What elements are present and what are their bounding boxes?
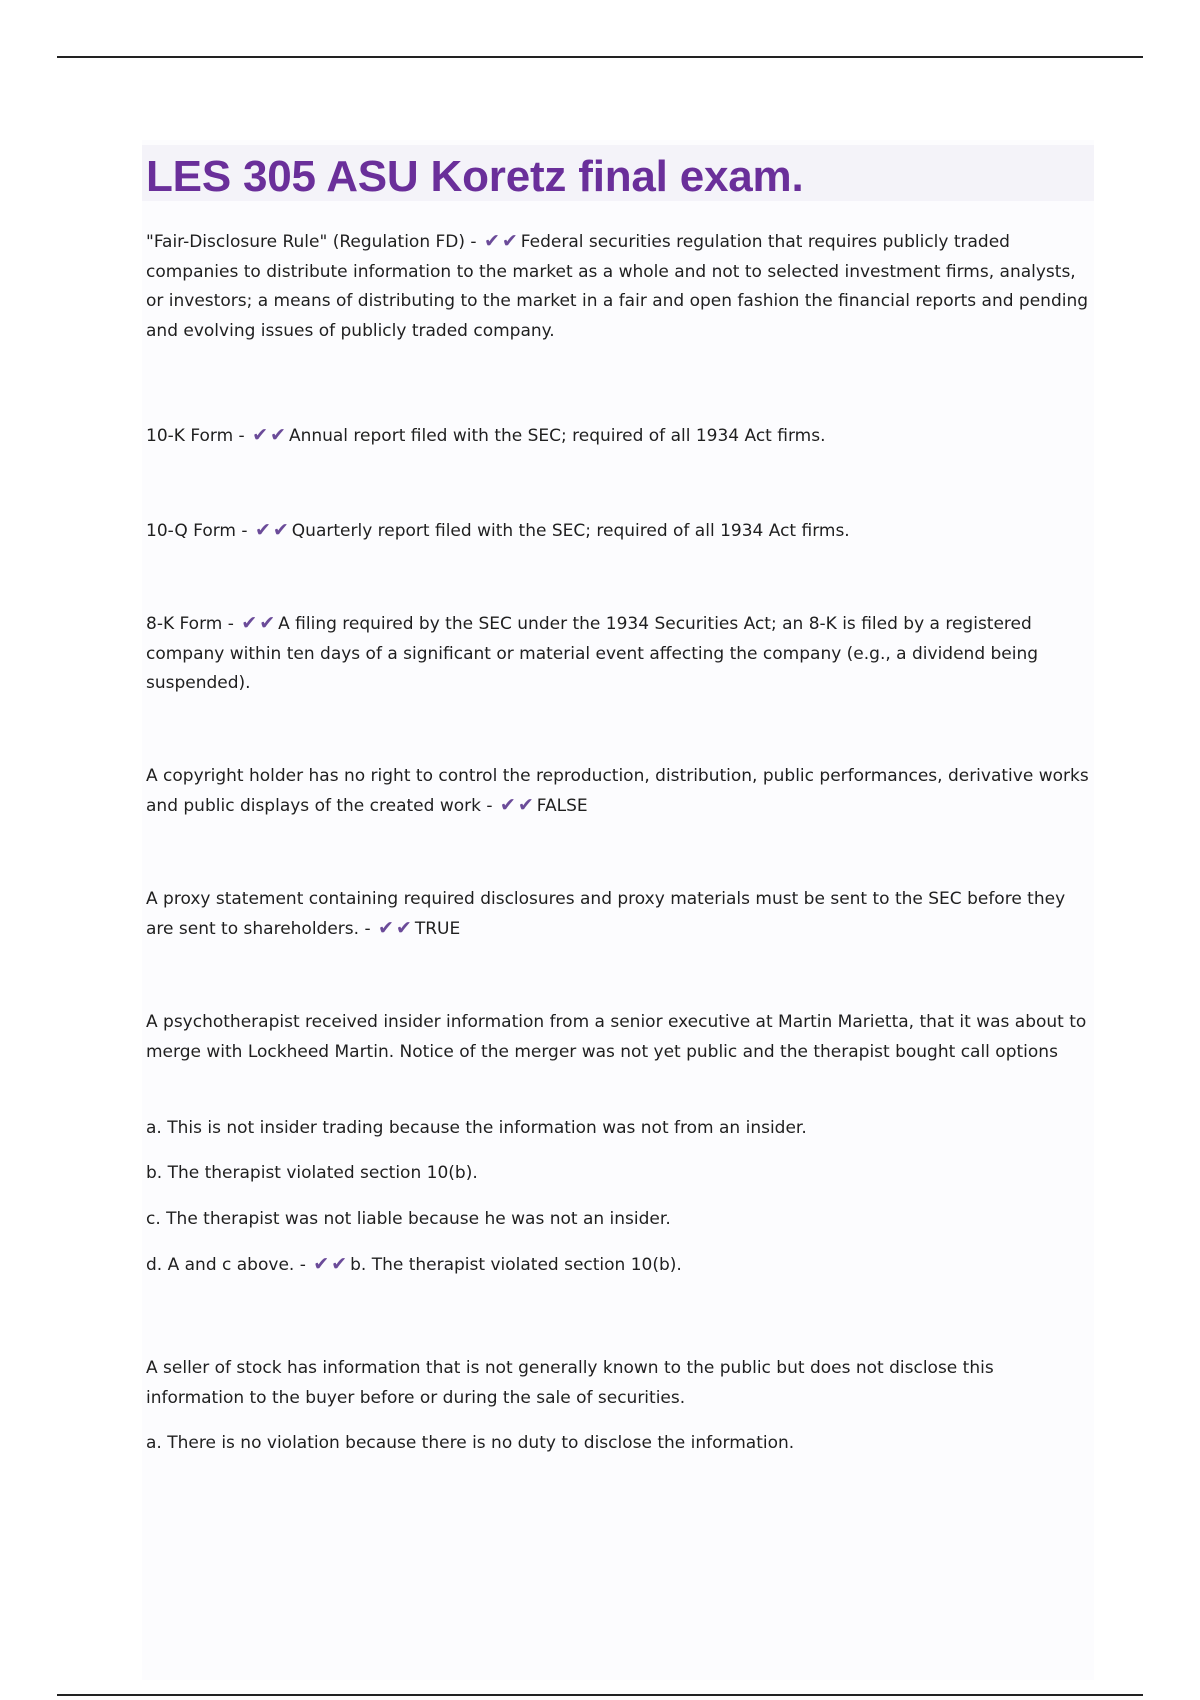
double-check-icon [499,792,535,822]
card-answer: Annual report filed with the SEC; required of all 1934 Act firms. [288,426,826,446]
card-answer: b. The therapist violated section 10(b). [350,1255,682,1275]
card-psychotherapist-question [146,1008,1092,1067]
card-8k-form [146,610,1092,699]
card-term: A psychotherapist received insider information from a senior executive at Martin Marietta, that it was about to merge with Lockheed Martin. Notice of the merger was not yet public and the therapist bought call options [146,1012,1087,1062]
card-answer: FALSE [536,795,588,816]
card-term: 10-K Form - [146,426,245,446]
check-icon: ✔ [501,230,518,252]
check-icon: ✔ [272,519,289,541]
double-check-icon [483,228,519,258]
check-icon: ✔ [254,519,271,541]
card-term: 8-K Form - [146,614,234,634]
top-rule [57,56,1143,58]
check-icon: ✔ [499,793,516,816]
card-answer: A filing required by the SEC under the 1934 Securities Act; an 8-K is filed by a registered company within ten days of a significant or material event affecting the company (e.g., a dividend being suspended). [146,614,1039,693]
check-icon: ✔ [395,916,412,939]
card-term: "Fair-Disclosure Rule" (Regulation FD) - [146,232,477,252]
answer-option-a: a. There is no violation because there is no duty to disclose the information. [146,1433,795,1453]
answer-option-b: b. The therapist violated section 10(b). [146,1163,478,1183]
answer-option-d [146,1251,1092,1281]
card-10k-form [146,422,1092,452]
check-icon: ✔ [252,424,269,446]
answer-option-c: c. The therapist was not liable because he was not an insider. [146,1209,671,1229]
double-check-icon [254,517,290,547]
title-banner [142,145,1094,201]
double-check-icon [377,915,413,945]
card-seller-of-stock-question [146,1354,1092,1413]
double-check-icon [240,610,276,640]
check-icon: ✔ [270,424,286,446]
check-icon: ✔ [259,612,276,634]
card-answer: Quarterly report filed with the SEC; required of all 1934 Act firms. [291,521,850,541]
check-icon: ✔ [241,612,258,634]
card-term: A seller of stock has information that is not generally known to the public but does not disclose this information to the buyer before or during the sale of securities. [146,1358,994,1408]
card-copyright [146,762,1092,821]
check-icon: ✔ [517,793,534,816]
check-icon: ✔ [331,1253,348,1275]
double-check-icon [312,1251,348,1281]
card-term: 10-Q Form - [146,521,248,541]
document-title: LES 305 ASU Koretz final exam. [146,152,804,201]
card-term: A proxy statement containing required disclosures and proxy materials must be sent to the SEC before they are sent to shareholders. - [146,889,1066,939]
card-fair-disclosure [146,228,1092,346]
page-content [142,140,1094,1680]
check-icon: ✔ [483,230,500,252]
card-term: A copyright holder has no right to control the reproduction, distribution, public performances, derivative works and public displays of the created work - [146,766,1089,816]
card-10q-form [146,517,1092,547]
check-icon: ✔ [313,1253,330,1275]
answer-option-a: a. This is not insider trading because the information was not from an insider. [146,1118,807,1138]
check-icon: ✔ [378,916,394,939]
card-proxy-statement [146,885,1092,944]
bottom-rule [57,1694,1143,1696]
double-check-icon [251,422,287,452]
card-answer: TRUE [414,918,461,939]
card-term: d. A and c above. - [146,1255,306,1275]
card-answer: Federal securities regulation that requires publicly traded companies to distribute information to the market as a whole and not to selected investment firms, analysts, or investors; a means of distributing to the market in a fair and open fashion the financial reports and pending and evolving issues of publicly traded company. [146,232,1089,341]
